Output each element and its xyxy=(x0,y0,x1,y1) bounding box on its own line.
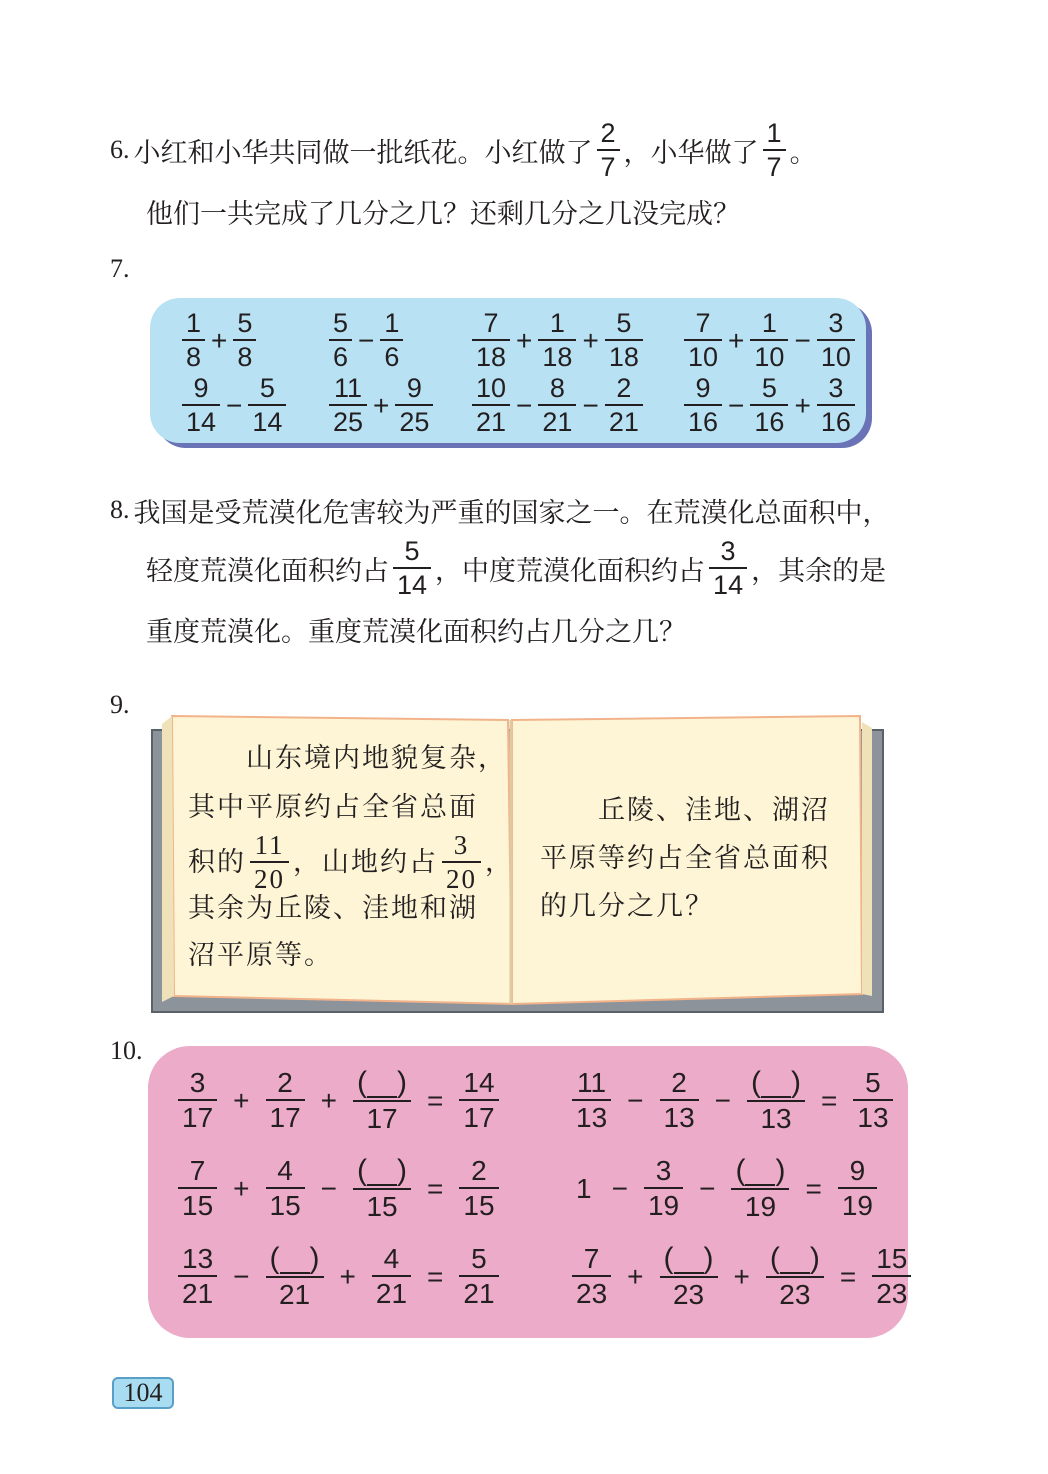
operator: − xyxy=(226,389,243,421)
fraction: $\frac{8}{21}$ xyxy=(538,375,576,436)
fraction: $\frac{5}{6}$ xyxy=(329,310,352,371)
operator: − xyxy=(320,1172,338,1204)
fraction: $\frac{15}{23}$ xyxy=(872,1245,911,1308)
fraction: $\frac{5}{14}$ xyxy=(248,375,286,436)
operator: = xyxy=(427,1260,444,1292)
fraction: $\frac{7}{18}$ xyxy=(472,310,510,371)
operator: = xyxy=(839,1260,857,1292)
problem-8-text-2b: ，中度荒漠化面积约占 xyxy=(435,555,706,587)
fraction: $\frac{4}{21}$ xyxy=(372,1245,411,1308)
fraction: $\frac{1}{10}$ xyxy=(750,310,788,371)
fraction: $\frac{1}{18}$ xyxy=(538,310,576,371)
fraction: $\frac{5}{18}$ xyxy=(605,310,643,371)
problem-8-line-2 xyxy=(146,535,887,600)
fraction: $\frac{2}{17}$ xyxy=(266,1069,305,1132)
fraction: $\frac{9}{19}$ xyxy=(838,1157,877,1220)
operator: + xyxy=(516,324,533,356)
expression xyxy=(680,310,859,371)
operator: + xyxy=(339,1260,356,1292)
operator: = xyxy=(427,1172,444,1204)
problem-8-text-1: 我国是受荒漠化危害较为严重的国家之一。在荒漠化总面积中， xyxy=(133,497,890,529)
problem-8-text-2c: ，其余的是 xyxy=(751,555,887,587)
blank-fraction-input[interactable]: ( ) 17 xyxy=(353,1068,411,1133)
operator: + xyxy=(728,324,745,356)
operator: − xyxy=(611,1172,628,1204)
blank-fraction-input[interactable]: ( ) 15 xyxy=(353,1156,411,1221)
operator: + xyxy=(373,389,390,421)
fraction: $\frac{3}{17}$ xyxy=(178,1069,217,1132)
fraction: $\frac{3}{10}$ xyxy=(817,310,855,371)
book-left-line-5: 沼平原等。 xyxy=(188,940,333,971)
page-number: 104 xyxy=(112,1377,174,1409)
operator: − xyxy=(516,389,533,421)
fraction: $\frac{14}{17}$ xyxy=(459,1069,498,1132)
problem-9-number: 9. xyxy=(110,690,130,719)
fraction: $\frac{2}{13}$ xyxy=(660,1069,699,1132)
fraction: $\frac{1}{7}$ xyxy=(763,120,786,181)
expression xyxy=(178,375,290,436)
fraction: $\frac{5}{13}$ xyxy=(853,1069,892,1132)
whole-number: 1 xyxy=(576,1172,592,1204)
equation xyxy=(174,1068,503,1133)
fraction: $\frac{3}{14}$ xyxy=(709,538,747,599)
operator: − xyxy=(794,324,811,356)
fraction: $\frac{7}{23}$ xyxy=(572,1245,611,1308)
problem-6-line-1 xyxy=(110,117,817,182)
problem-7-number: 7. xyxy=(110,254,130,283)
operator: = xyxy=(427,1084,444,1116)
blank-fraction-input[interactable]: ( ) 21 xyxy=(266,1244,324,1309)
operator: + xyxy=(794,389,811,421)
operator: − xyxy=(582,389,599,421)
blank-fraction-input[interactable]: ( ) 13 xyxy=(747,1068,805,1133)
fraction: $\frac{11}{25}$ xyxy=(329,375,367,436)
operator: − xyxy=(714,1084,732,1116)
expression xyxy=(468,375,647,436)
fraction: $\frac{5}{14}$ xyxy=(393,538,431,599)
expression xyxy=(178,310,260,371)
fraction: $\frac{1}{8}$ xyxy=(182,310,205,371)
fraction: $\frac{3}{20}$ xyxy=(442,832,481,893)
problem-6-line-2: 他们一共完成了几分之几？还剩几分之几没完成？ xyxy=(146,198,740,230)
fraction: $\frac{4}{15}$ xyxy=(266,1157,305,1220)
fraction: $\frac{5}{16}$ xyxy=(750,375,788,436)
fraction: $\frac{9}{25}$ xyxy=(395,375,433,436)
expression xyxy=(680,375,859,436)
equation xyxy=(174,1244,503,1309)
fraction: $\frac{3}{16}$ xyxy=(817,375,855,436)
problem-6-text-a: 小红和小华共同做一批纸花。小红做了 xyxy=(133,137,593,169)
book-right-line-3: 的几分之几？ xyxy=(540,891,714,922)
problem-10-number: 10. xyxy=(110,1036,143,1065)
problem-6-text-c: 。 xyxy=(789,137,817,169)
fraction: $\frac{2}{15}$ xyxy=(459,1157,498,1220)
fraction: $\frac{5}{8}$ xyxy=(233,310,256,371)
operator: = xyxy=(805,1172,822,1204)
fraction: $\frac{11}{13}$ xyxy=(572,1069,611,1132)
equation xyxy=(568,1068,897,1133)
problem-8-line-1 xyxy=(110,492,890,528)
equation xyxy=(568,1156,881,1221)
operator: + xyxy=(233,1172,250,1204)
book-right-line-1: 丘陵、洼地、湖沼 xyxy=(598,795,830,826)
equation xyxy=(568,1244,915,1309)
book-left-line-1: 山东境内地貌复杂， xyxy=(246,743,507,774)
problem-6-number: 6. xyxy=(110,135,130,164)
operator: + xyxy=(233,1084,250,1116)
operator: + xyxy=(582,324,599,356)
operator: − xyxy=(728,389,745,421)
fraction: $\frac{1}{6}$ xyxy=(380,310,403,371)
operator: − xyxy=(699,1172,716,1204)
problem-6-text-b: ，小华做了 xyxy=(623,137,759,169)
expression xyxy=(468,310,647,371)
problem-8-line-3: 重度荒漠化。重度荒漠化面积约占几分之几？ xyxy=(146,616,686,648)
equation xyxy=(174,1156,503,1221)
operator: − xyxy=(233,1260,250,1292)
fraction: $\frac{10}{21}$ xyxy=(472,375,510,436)
book-left-line-2: 其中平原约占全省总面 xyxy=(188,792,478,823)
fraction: $\frac{2}{21}$ xyxy=(605,375,643,436)
operator: + xyxy=(211,324,228,356)
fraction: $\frac{5}{21}$ xyxy=(459,1245,498,1308)
fraction: $\frac{7}{15}$ xyxy=(178,1157,217,1220)
operator: − xyxy=(358,324,375,356)
book-left-line-3: 积的 $\frac{11}{20}$ ，山地约占 $\frac{3}{20}$ ， xyxy=(188,830,514,894)
fraction: $\frac{3}{19}$ xyxy=(644,1157,683,1220)
operator: − xyxy=(627,1084,644,1116)
fraction: $\frac{2}{7}$ xyxy=(597,120,620,181)
fraction: $\frac{9}{16}$ xyxy=(684,375,722,436)
blank-fraction-input[interactable]: ( ) 23 xyxy=(766,1244,824,1309)
book-right-line-2: 平原等约占全省总面积 xyxy=(540,843,830,874)
operator: + xyxy=(627,1260,644,1292)
problem-10-exercise-box xyxy=(148,1046,908,1338)
operator: + xyxy=(733,1260,750,1292)
open-book-illustration xyxy=(150,712,885,1014)
blank-fraction-input[interactable]: ( ) 19 xyxy=(731,1156,789,1221)
blank-fraction-input[interactable]: ( ) 23 xyxy=(660,1244,718,1309)
fraction: $\frac{11}{20}$ xyxy=(250,832,289,893)
fraction: $\frac{9}{14}$ xyxy=(182,375,220,436)
problem-8-number: 8. xyxy=(110,495,130,524)
operator: + xyxy=(320,1084,338,1116)
book-left-line-4: 其余为丘陵、洼地和湖 xyxy=(188,893,478,924)
fraction: $\frac{13}{21}$ xyxy=(178,1245,217,1308)
expression xyxy=(325,310,407,371)
operator: = xyxy=(821,1084,838,1116)
fraction: $\frac{7}{10}$ xyxy=(684,310,722,371)
problem-7-exercise-box xyxy=(150,298,866,443)
problem-8-text-2a: 轻度荒漠化面积约占 xyxy=(146,555,389,587)
expression xyxy=(325,375,437,436)
